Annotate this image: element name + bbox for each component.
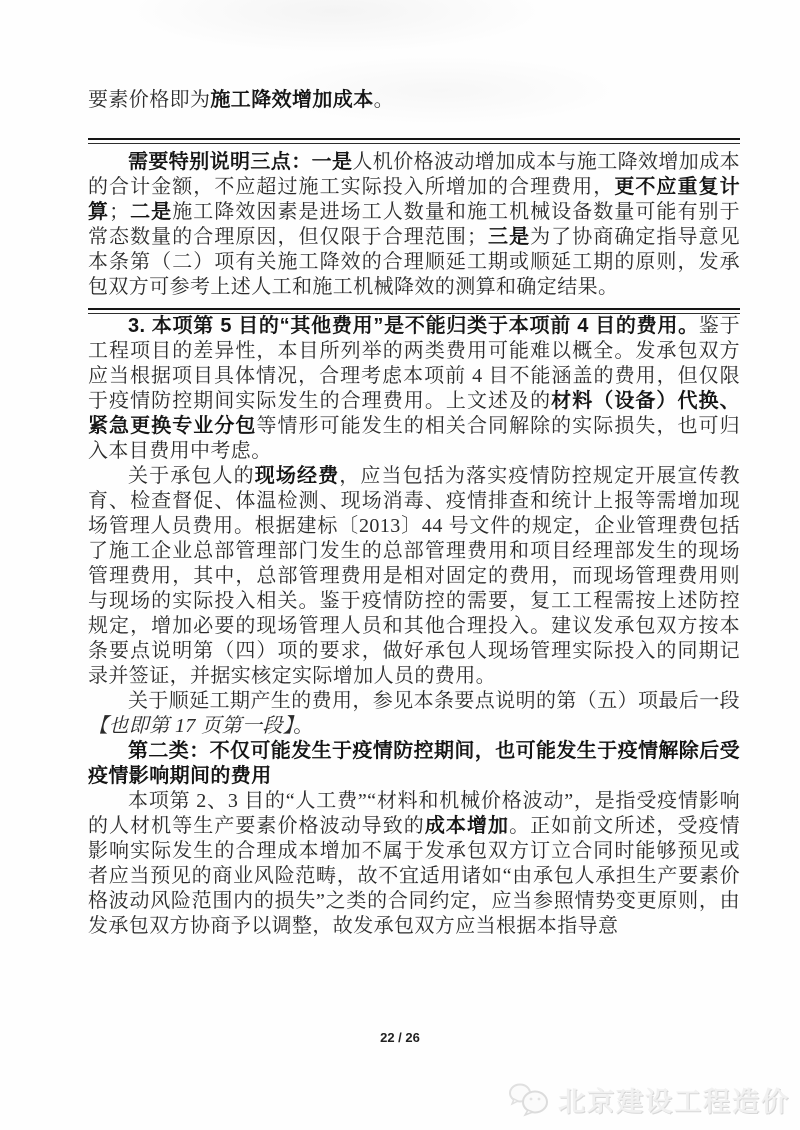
bold-text-run: 现场经费 bbox=[254, 465, 340, 487]
text-run: 鉴于工程项目的差异性，本目所列举的两类费用可能难以概全。发承包双方应当根据项目具体情况，合理考虑本项前 4 目不能涵盖的费用，但仅限于疫情防控期间实际发生的合理费用。上文述及的 bbox=[88, 315, 740, 412]
wechat-icon bbox=[508, 1083, 550, 1117]
section-heading-category2 bbox=[88, 739, 740, 789]
text-run: 关于承包人的 bbox=[128, 465, 255, 487]
page-number: 22 / 26 bbox=[380, 1030, 420, 1045]
bold-text-run: 需要特别说明三点：一是 bbox=[128, 151, 353, 173]
bold-text-run: 施工降效增加成本 bbox=[210, 89, 374, 111]
bold-text-run: 更不应重复计算 bbox=[88, 176, 740, 223]
paragraph-item3 bbox=[88, 314, 740, 464]
bold-text-run: 3. 本项第 5 目的“其他费用”是不能归类于本项前 4 目的费用。 bbox=[128, 315, 699, 337]
paragraph-note bbox=[88, 150, 740, 300]
text-run: 关于顺延工期产生的费用，参见本条要点说明的第（五）项最后一段 bbox=[128, 690, 740, 712]
bold-text-run: 成本增加 bbox=[424, 815, 510, 837]
text-run: 本项第 2、3 目的“人工费”“材料和机械价格波动”，是指受疫情影响的人材机等生产要素价格波动导致的 bbox=[88, 790, 740, 837]
paragraph-site-expense bbox=[88, 464, 740, 689]
text-run: 为了协商确定指导意见本条第（二）项有关施工降效的合理顺延工期或顺延工期的原则，发承包双方可参考上述人工和施工机械降效的测算和确定结果。 bbox=[88, 226, 740, 298]
text-run: 要素价格即为 bbox=[88, 89, 211, 111]
heading-text: 第二类：不仅可能发生于疫情防控期间，也可能发生于疫情解除后受疫情影响期间的费用 bbox=[88, 740, 740, 787]
italic-text-run: 【也即第 17 页第一段】 bbox=[88, 715, 294, 737]
text-run: 人机价格波动增加成本与施工降效增加成本的合计金额，不应超过施工实际投入所增加的合理费用， bbox=[88, 151, 741, 198]
bold-text-run: 三是 bbox=[487, 226, 531, 248]
text-run: 等情形可能发生的相关合同解除的实际损失，也可归入本目费用中考虑。 bbox=[88, 415, 741, 462]
text-run: 。正如前文所述，受疫情影响实际发生的合理成本增加不属于发承包双方订立合同时能够预见或者应当预见的商业风险范畴，故不宜适用诸如“由承包人承担生产要素价格波动风险范围内的损失”之类的合同约定，应当参照情势变更原则，由发承包双方协商予以调整，故发承包双方应当根据本指导意 bbox=[88, 815, 740, 937]
text-run: 施工降效因素是进场工人数量和施工机械设备数量可能有别于常态数量的合理原因，但仅限于合理范围； bbox=[88, 201, 740, 248]
bold-text-run: 二是 bbox=[129, 201, 173, 223]
special-note-block bbox=[88, 144, 740, 308]
footer-brand-text: 北京建设工程造价 bbox=[558, 1087, 790, 1117]
text-run: 。 bbox=[373, 89, 395, 111]
document-page bbox=[88, 88, 740, 939]
text-run: ，应当包括为落实疫情防控规定开展宣传教育、检查督促、体温检测、现场消毒、疫情排查和统计上报等需增加现场管理人员费用。根据建标〔2013〕44 号文件的规定，企业管理费包括了施工企业总部管理部门发生的总部管理费用和项目经理部发生的现场管理费用，其中，总部管理费用是相对固定的费用，而现场管理费用则与现场的实际投入相关。鉴于疫情防控的需要，复工工程需按上述防控规定，增加必要的现场管理人员和其他合理投入。建议发承包双方按本条要点说明第（四）项的要求，做好承包人现场管理实际投入的同期记录并签证，并据实核定实际增加人员的费用。 bbox=[88, 465, 740, 687]
paragraph-price-fluctuation bbox=[88, 789, 740, 939]
footer-watermark bbox=[508, 1080, 790, 1119]
text-run: ； bbox=[109, 201, 130, 223]
paragraph-intro bbox=[88, 88, 740, 113]
bold-text-run: 材料（设备）代换、紧急更换专业分包 bbox=[88, 390, 740, 437]
text-run: 。 bbox=[293, 715, 314, 737]
paragraph-schedule-extension bbox=[88, 689, 740, 739]
